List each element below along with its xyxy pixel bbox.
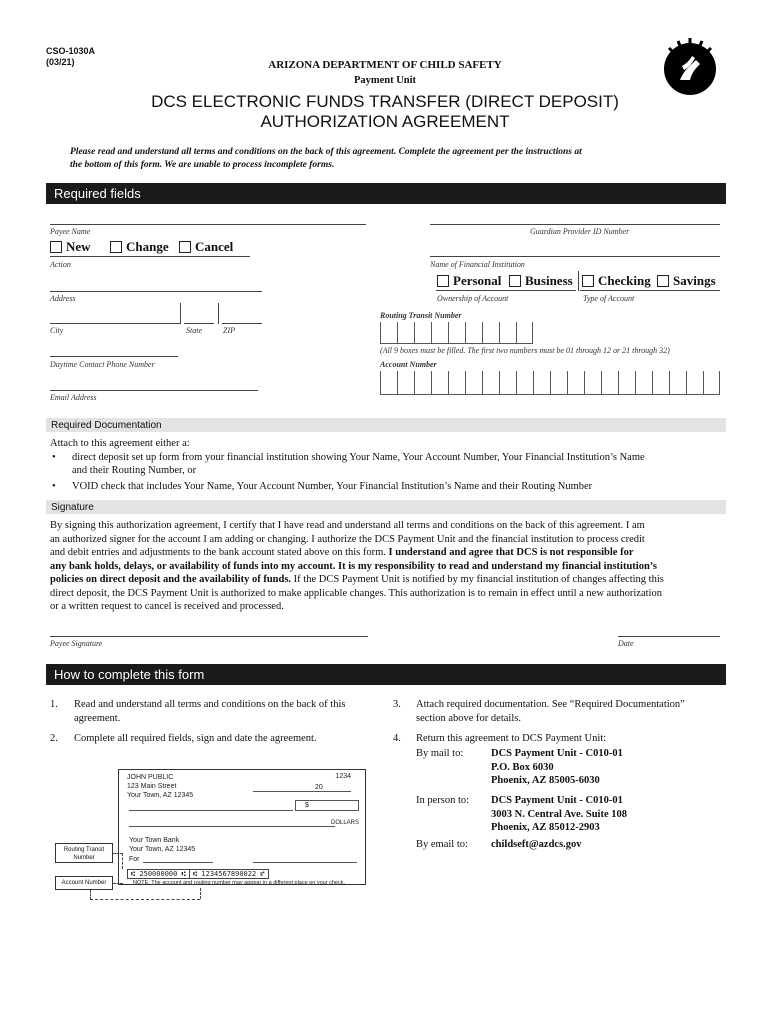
payee-name-label: Payee Name [50,227,91,236]
account-callout: Account Number [55,876,113,890]
sample-check [118,769,366,885]
documentation-bullet-1: • direct deposit set up form from your financial institution showing Your Name, Your Account Number, Your Financial Institution’s Name and their Routing Number, or [52,451,645,476]
ownership-label: Ownership of Account [437,294,509,303]
check-account-micr: ⑆ 1234567890022 ⑈ [189,869,269,879]
institution-field[interactable] [430,256,720,257]
check-number: 1234 [335,773,351,780]
type-label: Type of Account [583,294,635,303]
unit-name: Payment Unit [353,75,417,86]
step-4: 4. Return this agreement to DCS Payment Unit: [393,733,607,744]
zip-label: ZIP [223,326,235,335]
step-2: 2. Complete all required fields, sign and date the agreement. [50,733,317,744]
required-fields-header: Required fields [46,183,726,204]
type-checking-checkbox[interactable] [582,273,651,289]
intro-instructions [70,146,730,172]
action-cancel-label: Cancel [195,239,234,254]
check-bank: Your Town Bank Your Town, AZ 12345 [129,837,196,853]
check-for: For [129,856,140,863]
dcs-email[interactable]: childseft@azdcs.gov [491,839,582,850]
page-title [0,92,770,132]
action-change-label: Change [126,239,169,254]
email-field[interactable] [50,390,258,391]
guardian-id-label: Guardian Provider ID Number [530,227,630,236]
step-3: 3. Attach required documentation. See “Required Documentation” section above for details. [393,699,685,724]
action-label: Action [50,260,71,269]
ownership-business-checkbox[interactable] [509,273,573,289]
mail-label: By mail to: [416,748,464,759]
date-field[interactable] [618,636,720,637]
form-code: CSO-1030A [46,46,96,56]
routing-callout: Routing Transit Number [55,843,113,863]
title-line-2: AUTHORIZATION AGREEMENT [260,112,510,131]
email-label: Email Address [50,393,97,402]
routing-label: Routing Transit Number [380,311,462,320]
phone-field[interactable] [50,356,178,357]
step-1: 1. Read and understand all terms and conditions on the back of this agreement. [50,699,346,724]
action-cancel-checkbox[interactable] [179,239,233,255]
ownership-business-label: Business [525,273,573,288]
type-savings-checkbox[interactable] [657,273,716,289]
form-date: (03/21) [46,57,75,67]
action-change-checkbox[interactable] [110,239,169,255]
address-label: Address [50,294,76,303]
routing-note: (All 9 boxes must be filled. The first two numbers must be 01 through 12 or 21 through 32) [380,346,670,355]
zip-field[interactable] [222,323,262,324]
check-dollars: DOLLARS [331,820,360,826]
howto-header: How to complete this form [46,664,726,685]
check-dollar-sign: $ [305,802,309,809]
payee-signature-label: Payee Signature [50,639,103,648]
signature-header: Signature [46,500,726,514]
check-year: 20 [315,784,323,791]
check-payer: JOHN PUBLIC 123 Main Street Your Town, AZ 12345 [127,774,194,799]
type-savings-label: Savings [673,273,716,288]
phone-label: Daytime Contact Phone Number [50,360,155,369]
action-new-label: New [66,239,91,254]
documentation-intro: Attach to this agreement either a: [50,438,190,449]
date-label: Date [618,639,634,648]
check-routing-micr: ⑆ 250000000 ⑆ [127,869,190,879]
person-address: DCS Payment Unit - C010-01 3003 N. Central Ave. Suite 108 Phoenix, AZ 85012-2903 [491,795,628,833]
action-new-checkbox[interactable] [50,239,91,255]
documentation-header: Required Documentation [46,418,726,432]
state-label: State [186,326,202,335]
signature-terms: By signing this authorization agreement, I certify that I have read and understand all terms and conditions on the back of this agreement. I am an authorized signer for the account I am adding or changing. I authorize the DCS Payment Unit and the financial institution to process credit and debit entries and adjustments to the bank account stated above on this form. I understand and agree that DCS is not responsible for any bank holds, delays, or availability of funds into my account. It is my responsibility to read and understand my financial institution’s policies on direct deposit and the availability of funds. If the DCS Payment Unit is notified by my financial institution of changes affecting this direct deposit, the DCS Payment Unit is authorized to make applicable changes. This authorization is to remain in effect until a new authorization or a written request to cancel is received and processed. [50,520,664,612]
email-to-label: By email to: [416,839,468,850]
city-label: City [50,326,64,335]
intro-line-2: the bottom of this form. We are unable to process incomplete forms. [70,160,335,170]
documentation-body [50,437,730,493]
account-number-boxes[interactable] [380,371,720,395]
payee-signature-field[interactable] [50,636,368,637]
intro-line-1: Please read and understand all terms and conditions on the back of this agreement. Complete the agreement per the instructions at [70,147,582,157]
documentation-bullet-2: • VOID check that includes Your Name, Your Account Number, Your Financial Institution’s Name and their Routing Number [52,480,593,492]
agency-name: ARIZONA DEPARTMENT OF CHILD SAFETY [268,59,502,71]
city-field[interactable] [50,323,180,324]
agency-header [0,58,770,88]
mail-address: DCS Payment Unit - C010-01 P.O. Box 6030 Phoenix, AZ 85005-6030 [491,748,623,786]
type-checking-label: Checking [598,273,651,288]
account-label: Account Number [380,360,437,369]
institution-label: Name of Financial Institution [430,260,525,269]
ownership-personal-label: Personal [453,273,502,288]
check-note: NOTE: The account and routing number may appear in a different place on your check. [133,880,345,886]
state-field[interactable] [184,323,214,324]
guardian-id-field[interactable] [430,224,720,225]
address-field[interactable] [50,291,262,292]
ownership-personal-checkbox[interactable] [437,273,501,289]
payee-name-field[interactable] [50,224,366,225]
person-label: In person to: [416,795,470,806]
title-line-1: DCS ELECTRONIC FUNDS TRANSFER (DIRECT DEPOSIT) [151,92,619,111]
routing-number-boxes[interactable] [380,322,533,344]
